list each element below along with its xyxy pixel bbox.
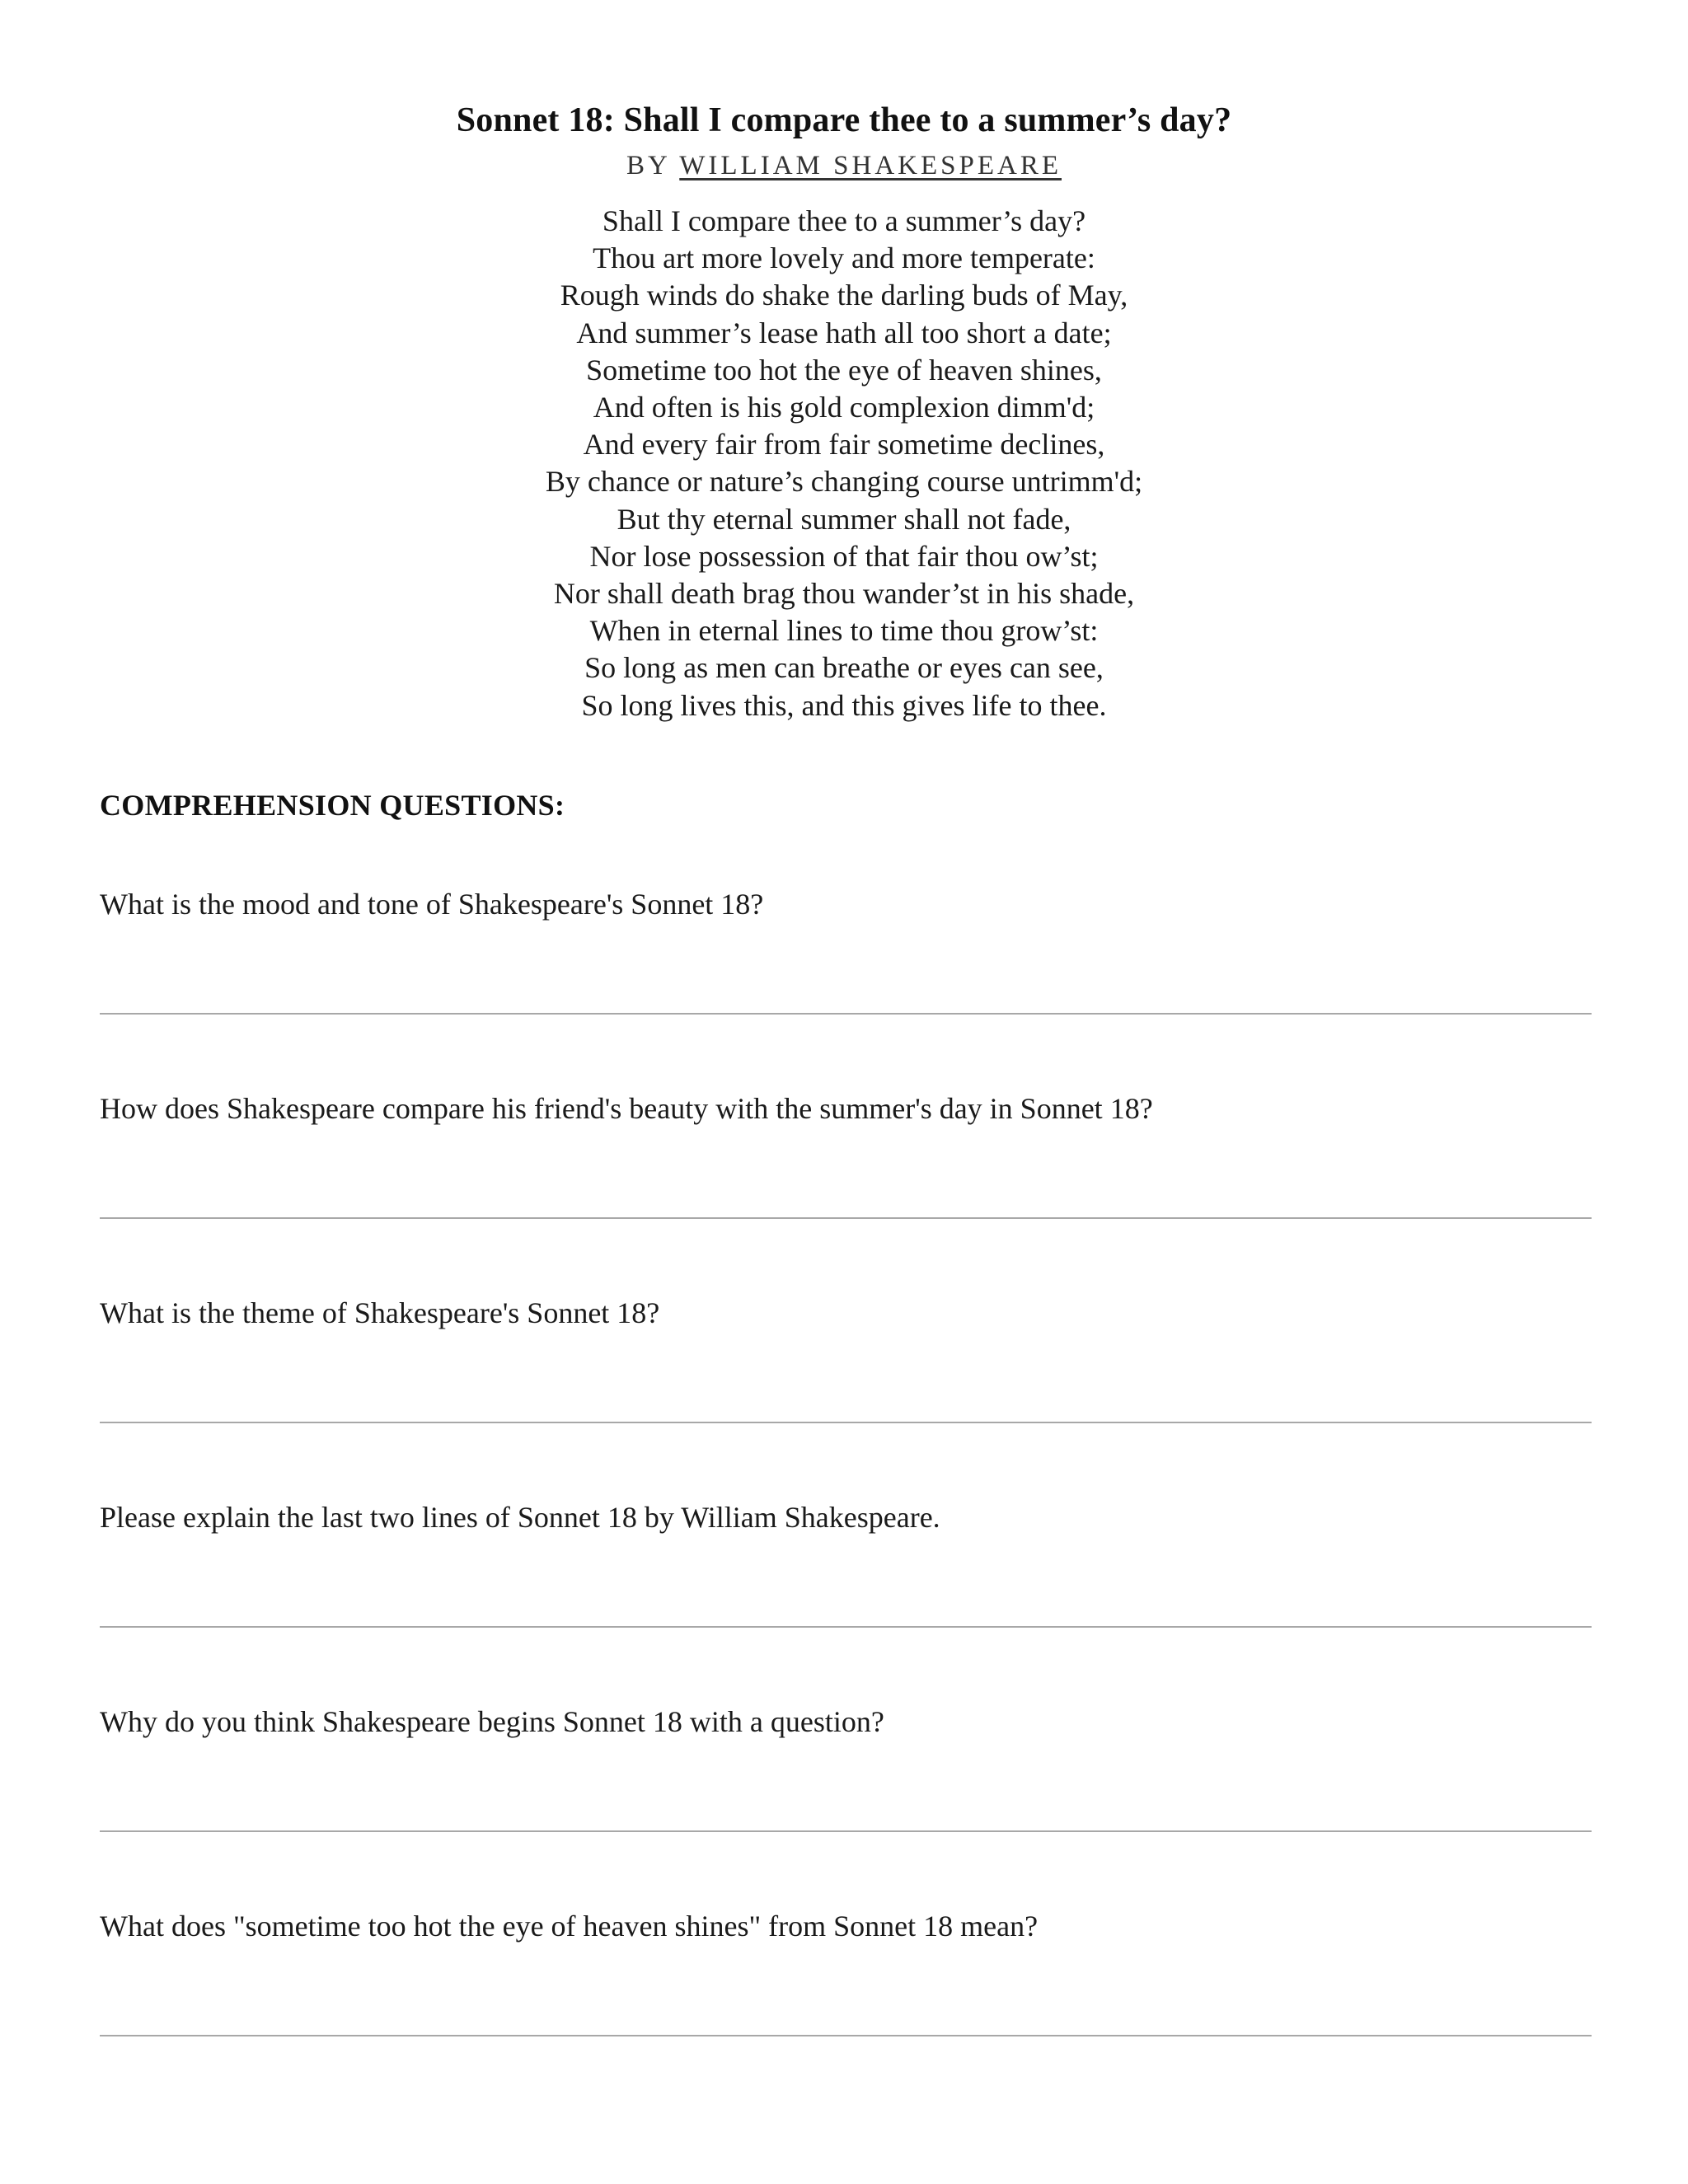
poem-body [0,203,1688,724]
question-block-5 [100,1703,1592,1741]
poem-line: Rough winds do shake the darling buds of May, [560,279,1128,312]
by-label: BY [626,151,670,180]
question-block-3 [100,1294,1592,1332]
poem-line: Sometime too hot the eye of heaven shines, [586,353,1102,387]
poem-line: So long as men can breathe or eyes can see, [584,651,1104,685]
answer-line[interactable] [100,1217,1592,1219]
poem-line: Nor shall death brag thou wander’st in his shade, [553,577,1135,611]
question-text: What is the theme of Shakespeare's Sonnet 18? [100,1296,660,1329]
byline [0,147,1688,185]
question-block-2 [100,1090,1592,1127]
author-link[interactable]: WILLIAM SHAKESPEARE [679,151,1062,180]
question-text: Why do you think Shakespeare begins Sonnet 18 with a question? [100,1705,884,1738]
poem-line: By chance or nature’s changing course untrimm'd; [545,465,1143,499]
poem-line: Thou art more lovely and more temperate: [593,241,1095,275]
poem-line: And often is his gold complexion dimm'd; [593,391,1095,424]
question-block-6 [100,1907,1592,1945]
comprehension-heading: COMPREHENSION QUESTIONS: [100,789,565,822]
poem-line: And every fair from fair sometime declines, [583,428,1105,462]
poem-title: Sonnet 18: Shall I compare thee to a summer’s day? [456,101,1232,139]
question-text: What is the mood and tone of Shakespeare's Sonnet 18? [100,888,764,921]
question-block-1 [100,885,1592,923]
question-text: What does "sometime too hot the eye of heaven shines" from Sonnet 18 mean? [100,1910,1039,1943]
question-text: Please explain the last two lines of Sonnet 18 by William Shakespeare. [100,1501,940,1534]
poem-line: Shall I compare thee to a summer’s day? [602,204,1086,237]
answer-line[interactable] [100,2035,1592,2036]
poem-line: Nor lose possession of that fair thou ow’st; [589,539,1099,573]
poem-header [0,97,1688,185]
poem-line: And summer’s lease hath all too short a date; [576,316,1112,349]
answer-line[interactable] [100,1013,1592,1015]
question-text: How does Shakespeare compare his friend's beauty with the summer's day in Sonnet 18? [100,1092,1153,1125]
answer-line[interactable] [100,1422,1592,1423]
poem-line: But thy eternal summer shall not fade, [617,502,1071,536]
poem-line: When in eternal lines to time thou grow’st: [589,614,1099,648]
question-block-4 [100,1498,1592,1536]
answer-line[interactable] [100,1626,1592,1628]
poem-line: So long lives this, and this gives life to thee. [581,688,1107,722]
answer-line[interactable] [100,1830,1592,1832]
